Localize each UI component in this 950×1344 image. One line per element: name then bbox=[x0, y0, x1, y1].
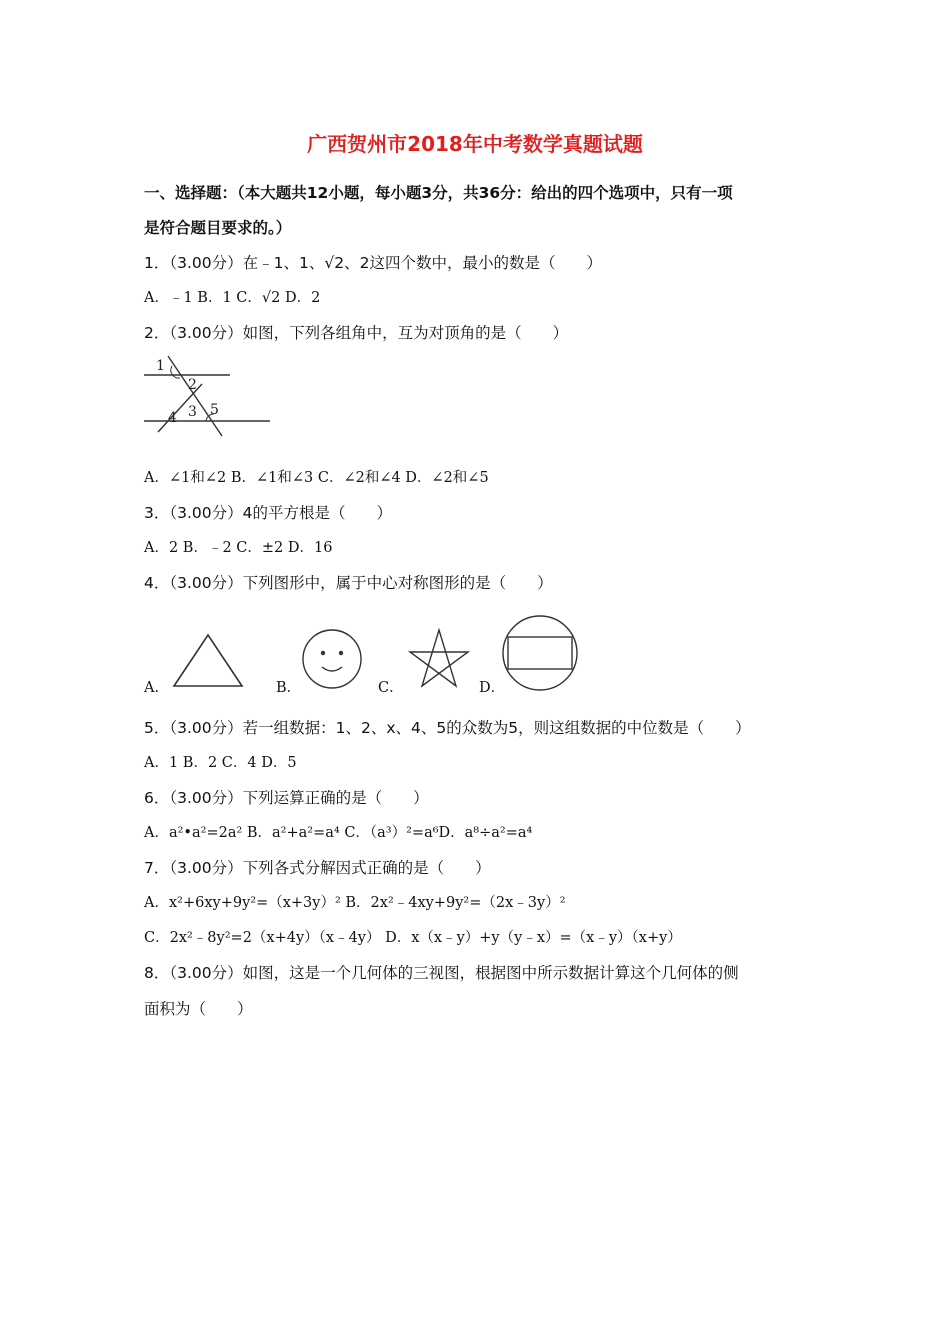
angle-label-3: 3 bbox=[188, 404, 197, 420]
option-a-label: A． bbox=[144, 680, 169, 696]
question-2-stem: 2．（3.00分）如图，下列各组角中，互为对顶角的是（ ） bbox=[144, 324, 569, 342]
question-4-stem: 4．（3.00分）下列图形中，属于中心对称图形的是（ ） bbox=[144, 574, 553, 592]
question-8-stem: 8．（3.00分）如图，这是一个几何体的三视图，根据图中所示数据计算这个几何体的侧 bbox=[144, 964, 739, 982]
question-7-options-line-1: A．x²+6xy+9y²=（x+3y）² B．2x²﹣4xy+9y²=（2x﹣3y）² bbox=[144, 895, 566, 911]
angle-label-2: 2 bbox=[188, 377, 197, 393]
question-7-stem: 7．（3.00分）下列各式分解因式正确的是（ ） bbox=[144, 859, 491, 877]
intersecting-lines-figure bbox=[142, 354, 274, 438]
question-6-options: A．a²•a²=2a² B．a²+a²=a⁴ C．（a³）²=a⁶D．a⁸÷a²=a⁴ bbox=[144, 825, 533, 841]
angle-label-1: 1 bbox=[156, 358, 165, 374]
question-7-options-line-2: C．2x²﹣8y²=2（x+4y）（x﹣4y） D．x（x﹣y）+y（y﹣x）=（x﹣y）（x+y） bbox=[144, 930, 682, 946]
question-1-stem: 1．（3.00分）在﹣1、1、√2、2这四个数中，最小的数是（ ） bbox=[144, 254, 602, 272]
angle-label-4: 4 bbox=[168, 410, 177, 426]
question-5-stem: 5．（3.00分）若一组数据：1、2、x、4、5的众数为5，则这组数据的中位数是（ ） bbox=[144, 719, 751, 737]
section-heading-line-1: 一、选择题：（本大题共12小题，每小题3分，共36分：给出的四个选项中，只有一项 bbox=[144, 184, 733, 202]
question-6-stem: 6．（3.00分）下列运算正确的是（ ） bbox=[144, 789, 429, 807]
question-5-options: A．1 B．2 C．4 D．5 bbox=[144, 755, 297, 771]
smiley-face-icon bbox=[300, 627, 364, 691]
star-icon bbox=[406, 628, 472, 690]
question-1-options: A．﹣1 B．1 C．√2 D．2 bbox=[144, 290, 321, 306]
option-d-label: D． bbox=[479, 680, 506, 696]
page-title: 广西贺州市2018年中考数学真题试题 bbox=[307, 132, 643, 156]
circle-with-rectangle-icon bbox=[500, 613, 580, 693]
question-3-options: A．2 B．﹣2 C．±2 D．16 bbox=[144, 540, 333, 556]
question-2-options: A．∠1和∠2 B．∠1和∠3 C．∠2和∠4 D．∠2和∠5 bbox=[144, 470, 489, 486]
section-heading-line-2: 是符合题目要求的。） bbox=[144, 219, 292, 237]
option-c-label: C． bbox=[378, 680, 404, 696]
question-3-stem: 3．（3.00分）4的平方根是（ ） bbox=[144, 504, 392, 522]
triangle-icon bbox=[170, 632, 246, 690]
option-b-label: B． bbox=[276, 680, 302, 696]
question-8-stem-continued: 面积为（ ） bbox=[144, 1000, 253, 1018]
angle-label-5: 5 bbox=[210, 402, 219, 418]
